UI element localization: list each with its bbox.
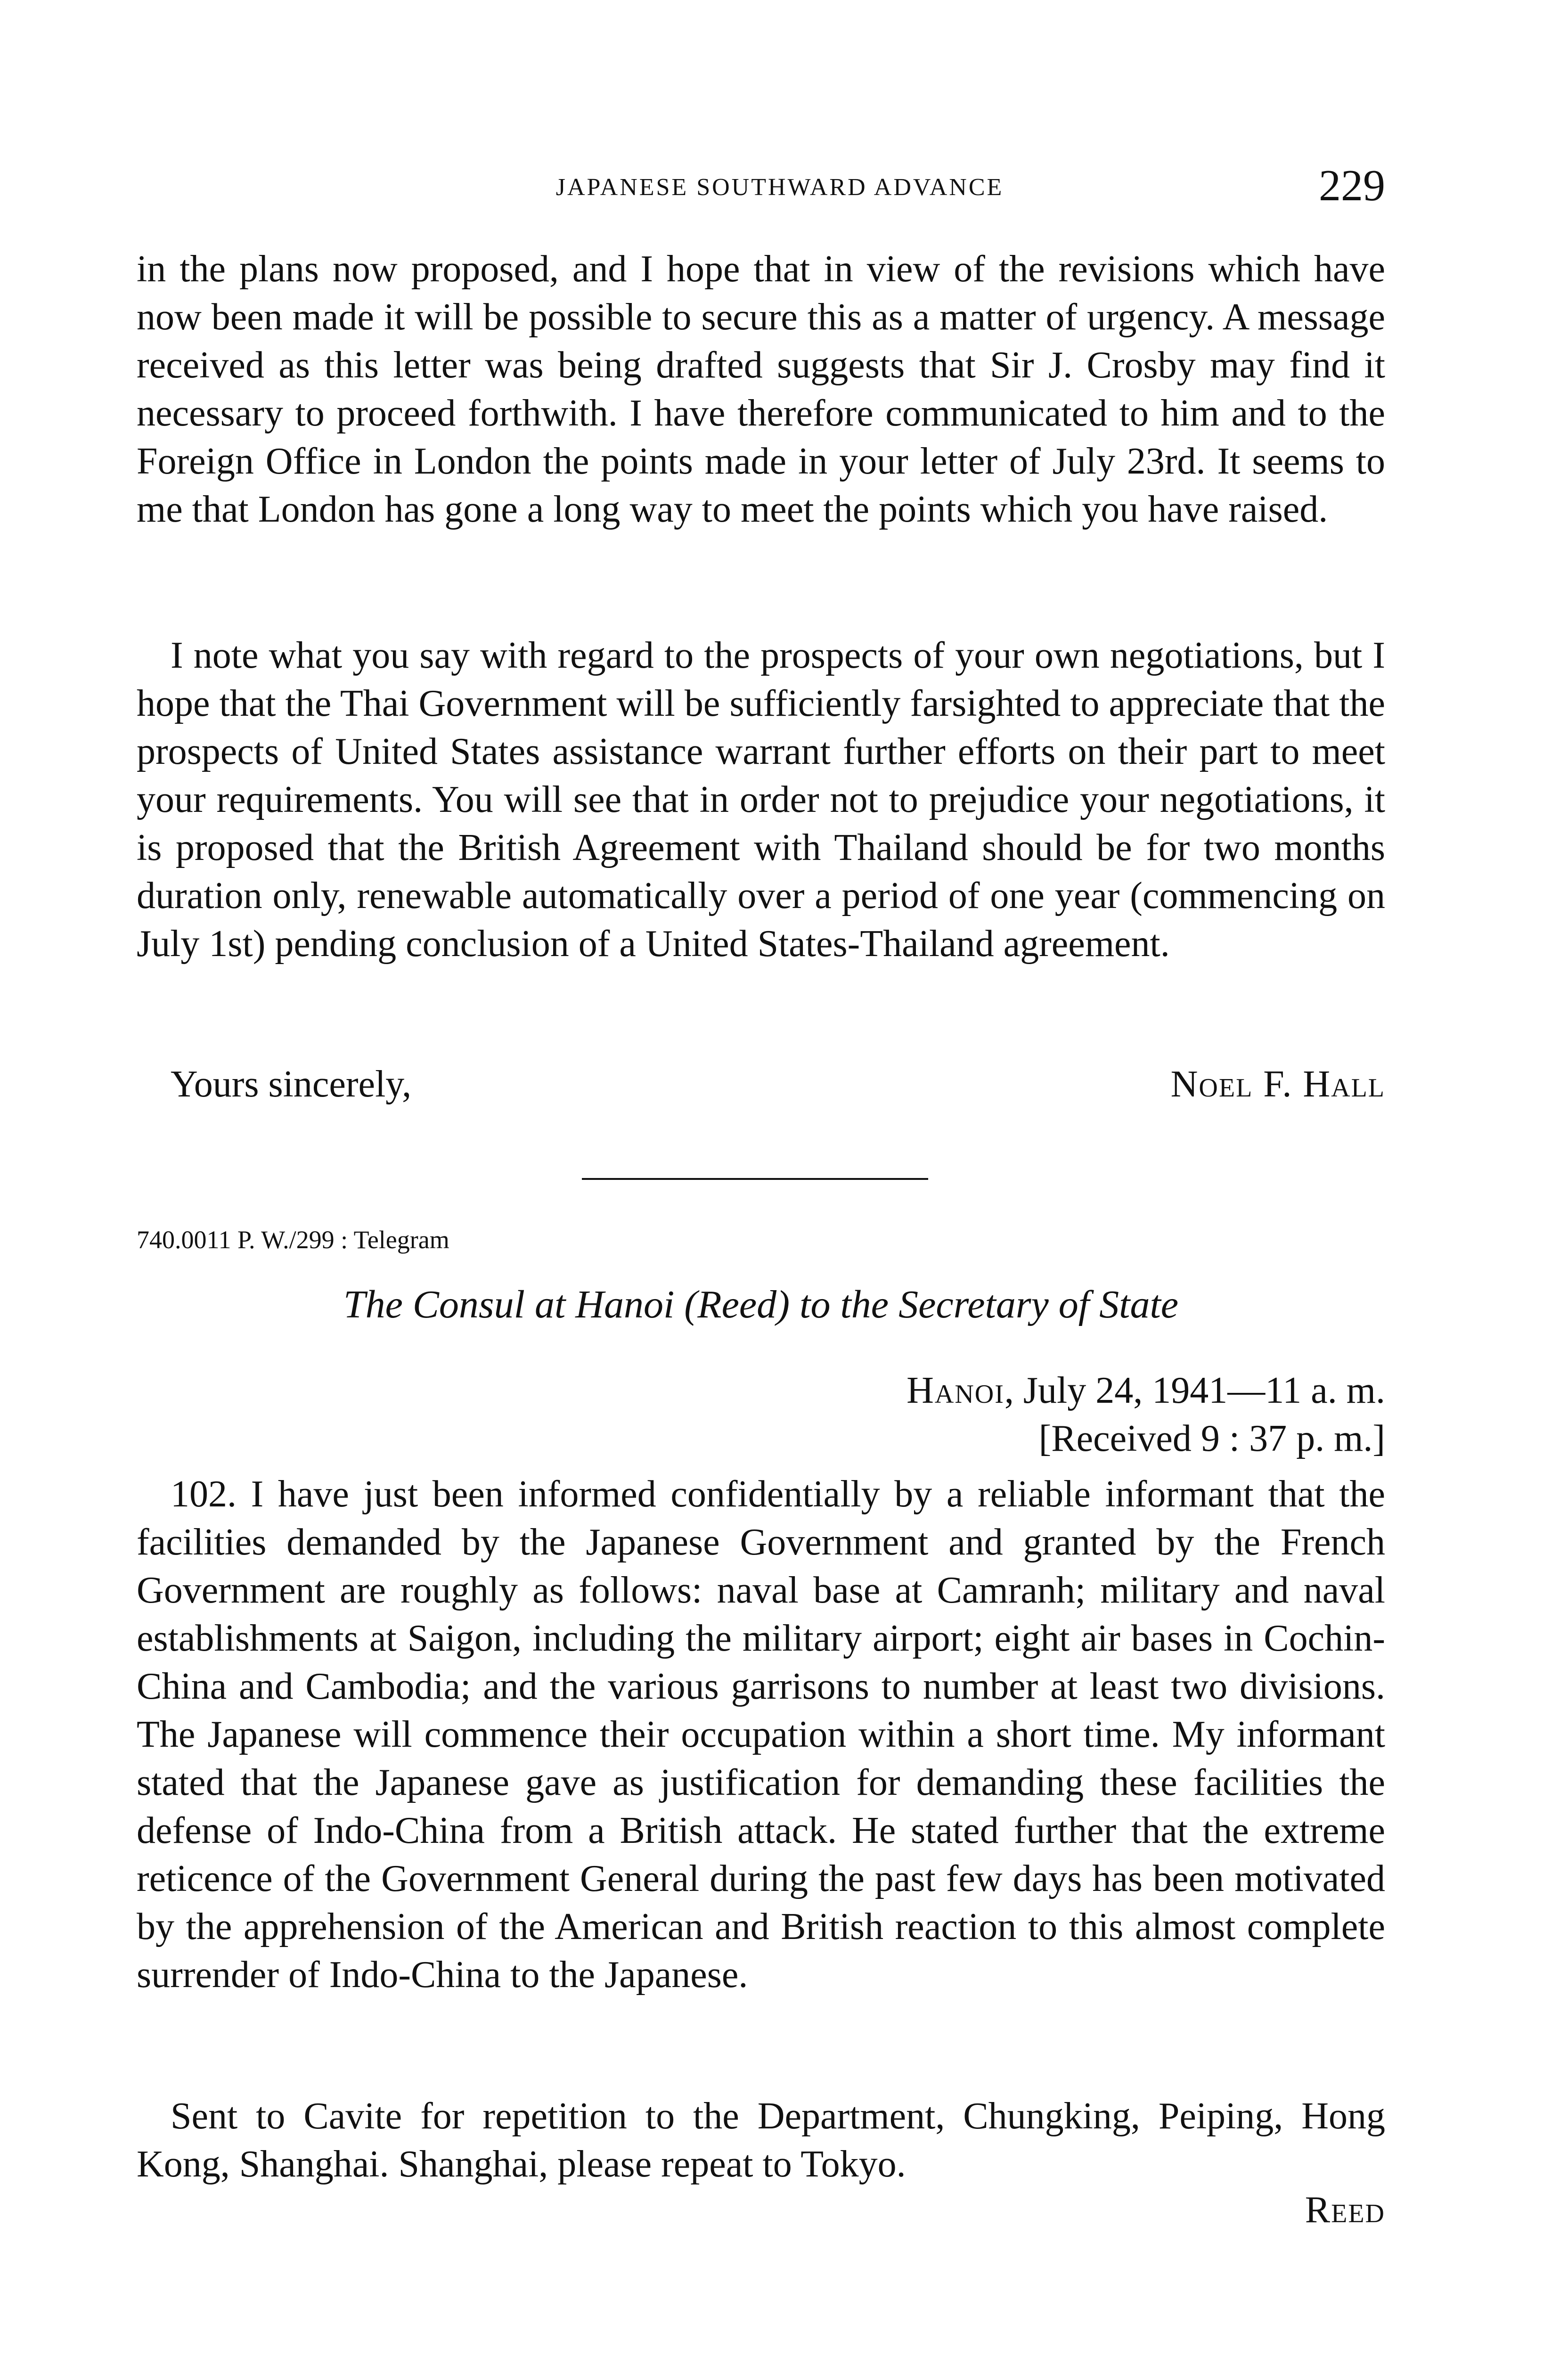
section-divider — [582, 1178, 928, 1180]
running-head — [137, 160, 1385, 212]
dateline-date: , July 24, 1941—11 a. m. — [1004, 1370, 1385, 1411]
dateline-place-date — [906, 1366, 1385, 1415]
letter-paragraph-1: in the plans now proposed, and I hope that in view of the revisions which have now been made it will be possible to secure this as a matter of urgency. A message received as this letter was being drafted suggests that Sir J. Crosby may find it necessary to proceed forthwith. I have therefore communicated to him and to the Foreign Office in London the points made in your letter of July 23rd. It seems to me that London has gone a long way to meet the points which you have raised. — [137, 248, 1385, 530]
running-title: JAPANESE SOUTHWARD ADVANCE — [555, 174, 1004, 201]
telegram-paragraph-1: 102. I have just been informed confidentially by a reliable informant that the facilities demanded by the Japanese Government and granted by the French Government are roughly as follows: naval base at Camranh; military and naval establishments at Saigon, including the military airport; eight air bases in Cochin-China and Cambodia; and the various garrisons to number at least two divisions. The Japanese will commence their occupation within a short time. My informant stated that the Japanese gave as justification for demanding these facilities the defense of Indo-China from a British attack. He stated further that the extreme reticence of the Government General during the past few days has been motivated by the apprehension of the American and British reaction to this almost complete surrender of Indo-China to the Japanese. — [137, 1473, 1385, 1996]
letter-closing — [137, 1060, 1385, 1112]
dateline-place: Hanoi — [906, 1370, 1004, 1411]
document-heading: The Consul at Hanoi (Reed) to the Secretary of State — [343, 1283, 1179, 1326]
letter-signature: Noel F. Hall — [1170, 1063, 1385, 1105]
page-number: 229 — [1319, 161, 1385, 210]
received-time: [Received 9 : 37 p. m.] — [1038, 1418, 1385, 1459]
file-reference: 740.0011 P. W./299 : Telegram — [137, 1226, 449, 1254]
telegram-paragraph-2: Sent to Cavite for repetition to the Department, Chungking, Peiping, Hong Kong, Shanghai. Shanghai, please repeat to Tokyo. — [137, 2095, 1385, 2185]
letter-paragraph-2: I note what you say with regard to the prospects of your own negotiations, but I hope that the Thai Government will be sufficiently farsighted to appreciate that the prospects of United States assistance warrant further efforts on their part to meet your requirements. You will see that in order not to prejudice your negotiations, it is proposed that the British Agreement with Thailand should be for two months duration only, renewable automatically over a period of one year (commencing on July 1st) pending conclusion of a United States-Thailand agreement. — [137, 635, 1385, 965]
telegram-signature: Reed — [1305, 2189, 1385, 2231]
letter-salutation: Yours sincerely, — [171, 1063, 412, 1105]
dateline — [906, 1366, 1385, 1463]
